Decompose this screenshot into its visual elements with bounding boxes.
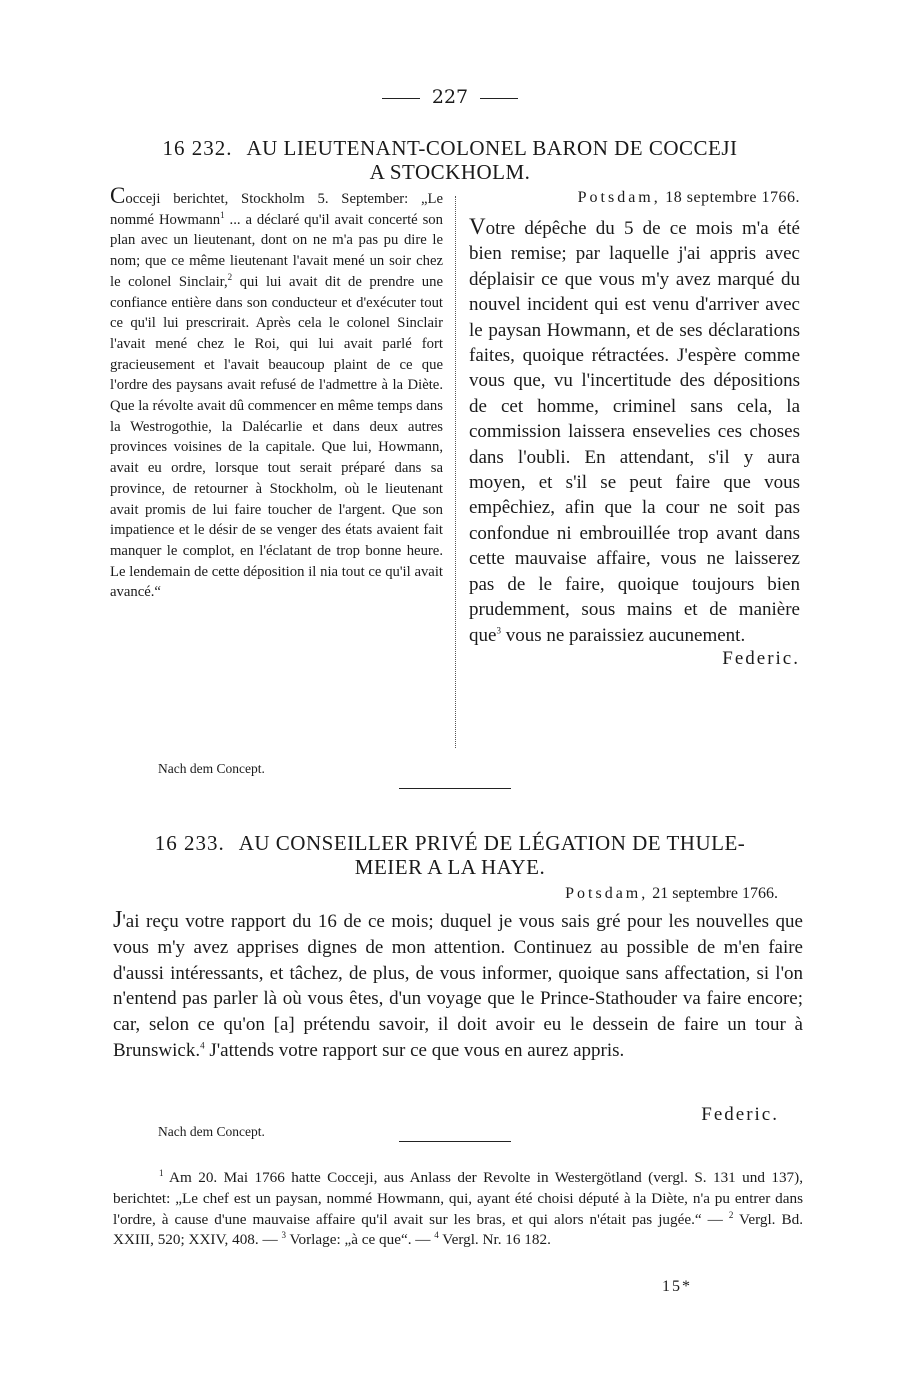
footnote-mark-4: 4 [434,1230,439,1241]
letter1-text-a: otre dépêche du 5 de ce mois m'a été bien remise; par laquelle j'ai appris avec déplaisir ce que vous m'y avez marqué du nouvel incident qui est venu d'arriver avec le paysan Howmann, et de ses déclarations faites, quoique rétractées. J'espère comme vous que, vu l'incertitude des dépositions de cet homme, criminel sans cela, la commission laissera ensevelies ces choses dans l'oubli. En attendant, s'il y aura moyen, et s'il se peut faire que vous empêchiez, afin que la cour ne soit pas confondue ni embrouillée trop avant dans cette mauvaise affaire, vous ne laisserez pas de le faire, quoique toujours bien prudemment, sous mains et de manière que [469,218,800,646]
footnote-mark-1: 1 [159,1167,164,1178]
letter2-dateline [565,885,778,903]
summary-initial: C [110,183,126,208]
letter1-initial: V [469,214,486,239]
footnote-text-4: Vergl. Nr. 16 182. [438,1231,551,1249]
footnote-text-2: Vergl. Bd. XXIII, 520; XXIV, 408. — [113,1210,803,1249]
letter1-text-b: vous ne paraissiez aucunement. [500,624,746,646]
page-header [0,86,900,108]
letter1-title-line1: AU LIEUTENANT-COLONEL BARON DE COCCEJI [246,136,738,160]
summary-footnote-ref-2: 2 [227,271,233,282]
header-dash-right [480,98,518,99]
footnote-rule [399,1141,511,1142]
letter2-title-line1: AU CONSEILLER PRIVÉ DE LÉGATION DE THULE- [238,831,746,855]
letter1-heading [110,136,790,184]
letter2-signature: Federic. [701,1104,779,1125]
letter2-title-line2: MEIER A LA HAYE. [354,855,546,879]
letter1-text [469,214,800,648]
page-number: 227 [431,86,469,108]
section-rule [399,788,511,789]
letter2-concept-note: Nach dem Concept. [158,1124,265,1139]
letter2-body [113,908,803,1064]
summary-text-c: qui lui avait dit de prendre une confiance entière dans son conducteur et d'exécuter tout ce qu'il lui prescrirait. Après cela le colonel Sinclair l'avait mené chez le Roi, qui lui avait parlé fort gracieusement et l'avait beaucoup plaint de ce que l'ordre des paysans avait refusé de l'admettre à la Diète. Que la révolte avait dû commencer en même temps dans la Westrogothie, la Dalécarlie et dans deux autres provinces voisines de la capitale. Que lui, Howmann, avait eu ordre, lorsque tout serait préparé dans sa province, de retourner à Stockholm, où le lieutenant avait promis de lui faire toucher de l'argent. Que son impatience et le désir de se venger des états avaient fait manquer le complot, en l'éclatant de trop bonne heure. Le lendemain de cette déposition il nia tout ce qu'il avait avancé.“ [110,273,443,601]
summary-text-b: ... a déclaré qu'il avait concerté son plan avec un lieutenant, dont on ne m'a pas pu dire le nom; que ce même lieutenant l'avait mené un soir chez le colonel Sinclair, [110,211,443,290]
letter1-signature: Federic. [722,647,800,669]
letter1-date: 18 septembre 1766. [665,189,800,206]
footnote-mark-3: 3 [281,1230,286,1241]
letter2-initial: J [113,907,123,933]
letter2-date-city: Potsdam, [565,885,649,902]
letter1-concept-note: Nach dem Concept. [158,761,265,776]
letter1-summary [110,183,443,603]
letter1-number: 16 232. [162,136,233,160]
summary-text-a: occeji berichtet, Stockholm 5. September: „Le nommé Howmann [110,191,443,228]
header-dash-left [382,98,420,99]
letter2-date: 21 septembre 1766. [652,885,778,902]
letter2-text-b: J'attends votre rapport sur ce que vous en aurez appris. [204,1039,625,1061]
letter1-dateline [469,188,800,208]
letter2-text-a: 'ai reçu votre rapport du 16 de ce mois; duquel je vous sais gré pour les nouvelles que vous m'y avez apprises dignes de mon attention. Continuez au possible de m'en faire d'aussi intéressants, et tâchez, de plus, de vous informer, quoique sans affectation, si l'on n'entend pas parler là où vous êtes, d'un voyage que le Prince-Stathouder va faire encore; car, selon ce qu'on [a] prétendu savoir, il doit avoir eu le dessein de faire un tour à Brunswick. [113,911,803,1061]
footnotes [113,1168,803,1251]
letter1-title-line2: A STOCKHOLM. [369,160,531,184]
sheet-signature-mark: 15* [662,1278,692,1295]
letter2-heading [110,831,790,879]
footnote-mark-2: 2 [728,1209,734,1220]
letter2-footnote-ref-4: 4 [200,1040,205,1051]
summary-footnote-ref-1: 1 [220,209,225,220]
letter1-body [469,188,800,671]
column-divider [455,196,456,748]
footnote-text-1: Am 20. Mai 1766 hatte Cocceji, aus Anlass der Revolte in Westergötland (vergl. S. 131 und 137), berichtet: „Le chef est un paysan, nommé Howmann, qui, ayant été choisi député à la Diète, n'a pu entrer dans l'ordre, à cause d'une mauvaise affaire qu'il avait sur les bras, et qui alors n'était pas jugée.“ — [113,1169,803,1228]
footnote-text-3: Vorlage: „à ce que“. — [285,1231,435,1249]
letter1-date-city: Potsdam, [577,189,661,206]
letter1-footnote-ref-3: 3 [496,625,501,636]
letter2-number: 16 233. [154,831,225,855]
